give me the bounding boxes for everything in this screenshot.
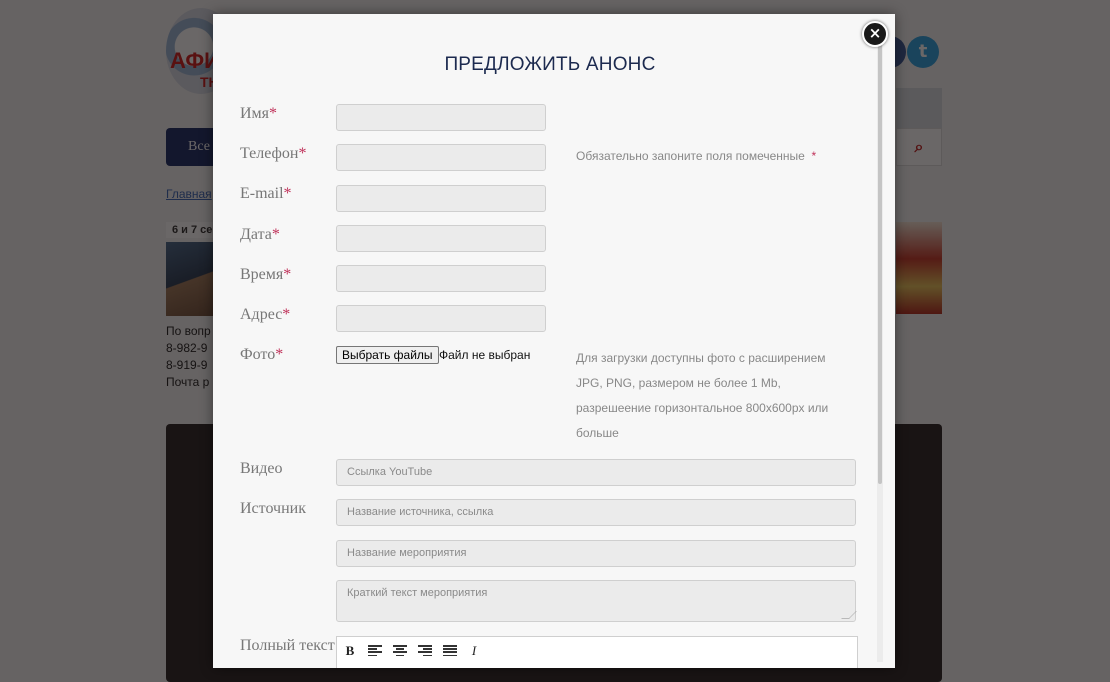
align-center-icon[interactable] (393, 645, 407, 656)
required-mark: * (811, 149, 817, 163)
justify-icon[interactable] (443, 645, 457, 656)
modal-title: ПРЕДЛОЖИТЬ АНОНС (444, 54, 656, 75)
photo-note-line: разрешеение горизонтальное 800x600px или (576, 401, 829, 415)
align-left-icon[interactable] (368, 645, 382, 656)
name-label: Имя* (240, 105, 278, 122)
photo-note-line: больше (576, 426, 619, 440)
required-mark: * (283, 185, 292, 202)
phone-field[interactable] (336, 144, 546, 171)
italic-icon[interactable]: I (471, 643, 477, 658)
file-status-text: Файл не выбран (439, 348, 531, 362)
fulltext-editor[interactable] (336, 636, 858, 668)
source-field[interactable]: Название источника, ссылка (336, 499, 856, 526)
time-label: Время* (240, 266, 292, 283)
address-field[interactable] (336, 305, 546, 332)
email-label: E-mail* (240, 185, 292, 202)
photo-label: Фото* (240, 346, 284, 363)
choose-files-button[interactable]: Выбрать файлы (336, 346, 439, 364)
date-label: Дата* (240, 226, 280, 243)
name-field[interactable] (336, 104, 546, 131)
required-mark: * (298, 145, 307, 162)
short-text-placeholder: Краткий текст мероприятия (347, 587, 488, 599)
required-mark: * (269, 105, 278, 122)
short-text-field[interactable] (336, 580, 856, 622)
photo-note (576, 346, 828, 446)
video-label: Видео (240, 460, 283, 477)
event-name-field[interactable]: Название мероприятия (336, 540, 856, 567)
modal-scrollbar-thumb[interactable] (878, 44, 882, 484)
photo-note-line: JPG, PNG, размером не более 1 Mb, (576, 376, 781, 390)
date-field[interactable] (336, 225, 546, 252)
video-field[interactable]: Ссылка YouTube (336, 459, 856, 486)
required-mark: * (271, 226, 280, 243)
resize-handle-icon[interactable] (841, 611, 857, 619)
required-mark: * (282, 306, 291, 323)
close-icon[interactable]: × (862, 21, 888, 47)
photo-note-line: Для загрузки доступны фото с расширением (576, 351, 826, 365)
time-field[interactable] (336, 265, 546, 292)
address-label: Адрес* (240, 306, 291, 323)
bold-icon[interactable]: B (345, 643, 355, 658)
required-note: Обязательно запоните поля помеченные * (576, 149, 817, 163)
required-mark: * (275, 346, 284, 363)
required-mark: * (283, 266, 292, 283)
source-label: Источник (240, 500, 306, 517)
phone-label: Телефон* (240, 145, 307, 162)
fulltext-label: Полный текст (240, 637, 335, 654)
suggest-announcement-modal (213, 14, 895, 668)
email-field[interactable] (336, 185, 546, 212)
align-right-icon[interactable] (418, 645, 432, 656)
